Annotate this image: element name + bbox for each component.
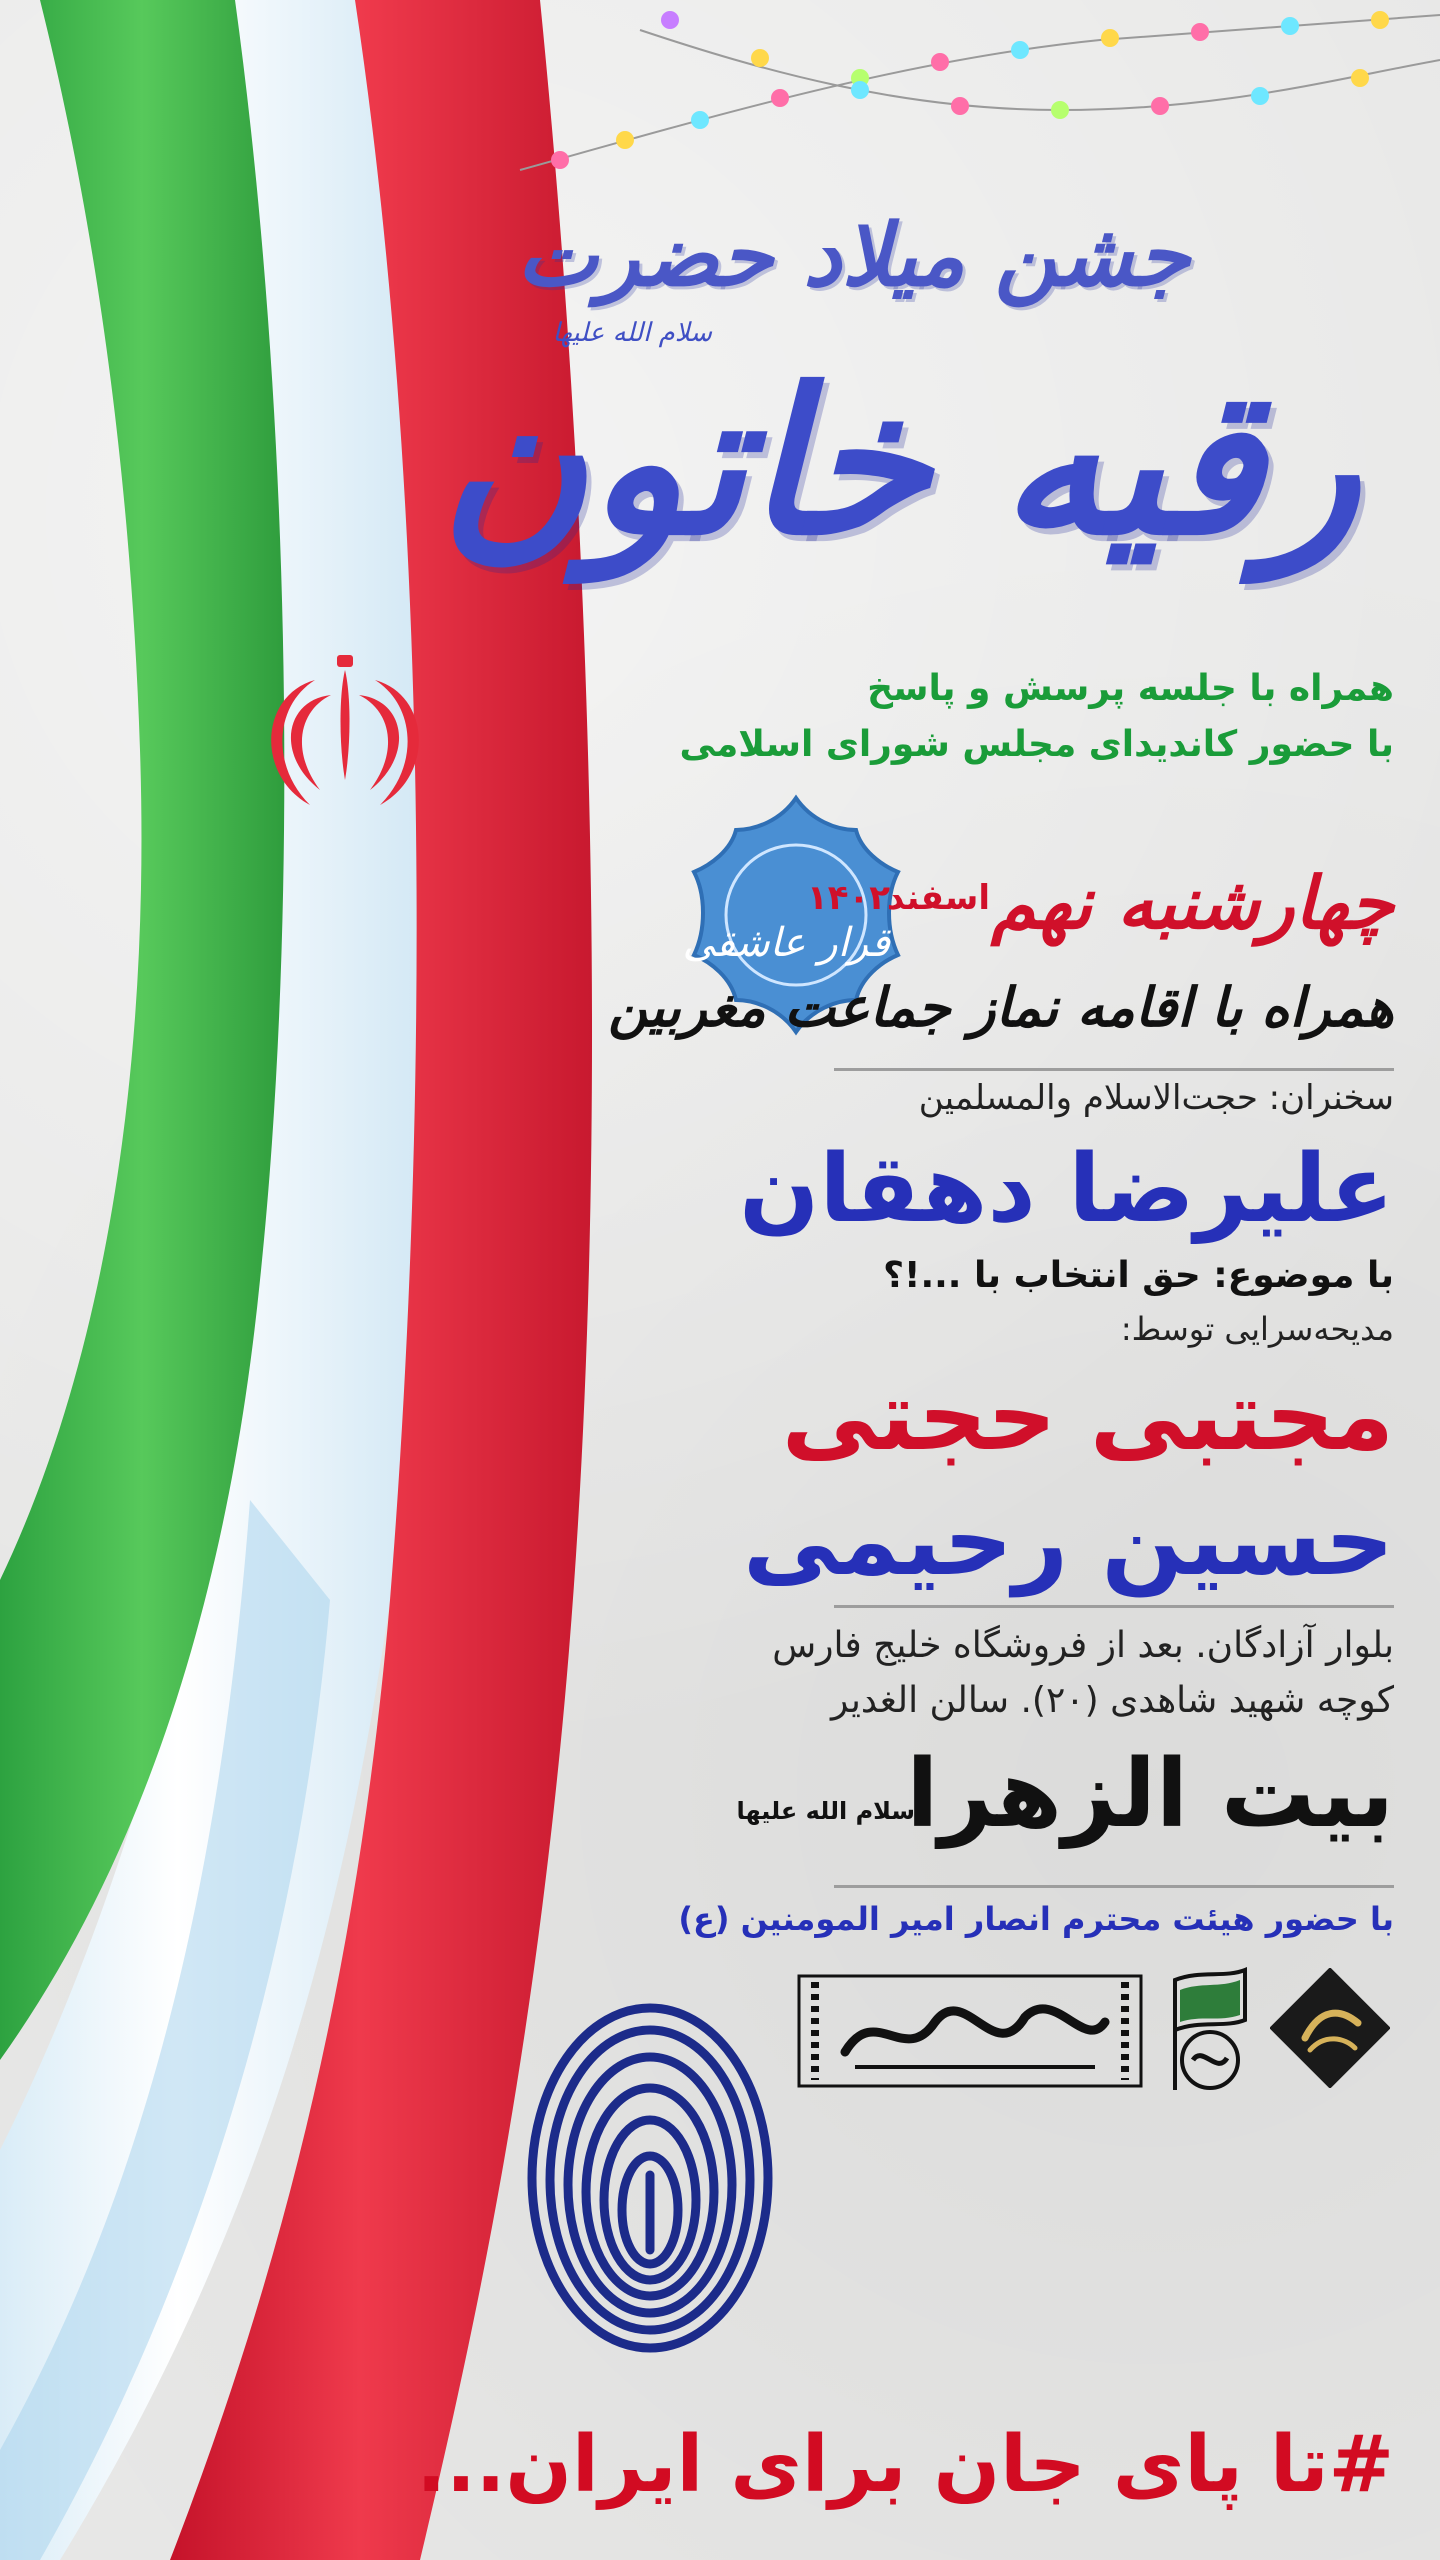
speaker-name: علیرضا دهقان	[739, 1135, 1394, 1244]
hosting-note: با حضور هیئت محترم انصار امیر المومنین (ع)	[678, 1900, 1394, 1938]
eulogy-label: مدیحه‌سرایی توسط:	[1120, 1310, 1394, 1348]
address-line2: کوچه شهید شاهدی (۲۰). سالن الغدیر	[830, 1680, 1394, 1721]
title-name: رقیه خاتون	[440, 345, 1360, 580]
speaker-label: سخنران: حجت‌الاسلام والمسلمین	[918, 1078, 1394, 1118]
address-line1: بلوار آزادگان. بعد از فروشگاه خلیج فارس	[772, 1625, 1394, 1666]
divider	[834, 1885, 1394, 1888]
raye-zahra-emblem-icon	[1155, 1960, 1265, 2100]
badge-label: قرار عاشقی	[682, 920, 890, 966]
subtitle-line1: همراه با جلسه پرسش و پاسخ	[867, 668, 1394, 709]
venue-name: بیت الزهرا	[906, 1740, 1394, 1849]
eulogist-name-1: مجتبی حجتی	[781, 1360, 1394, 1472]
title-line1: جشن میلاد حضرت	[516, 205, 1190, 306]
divider	[834, 1068, 1394, 1071]
slogan: #تا پای جان برای ایران...	[416, 2420, 1394, 2510]
jam-e-ammar-logo-icon	[1270, 1968, 1390, 2088]
date-day: چهارشنبه نهم	[991, 860, 1394, 945]
eulogist-name-2: حسین رحیمی	[743, 1485, 1394, 1597]
title-honorific: سلام الله علیها	[552, 318, 712, 348]
date-month: اسفند	[886, 878, 990, 918]
fingerprint-icon	[525, 2000, 775, 2355]
speaker-topic: با موضوع: حق انتخاب با ...!؟	[883, 1255, 1394, 1296]
date-year: ۱۴۰۲	[806, 878, 890, 918]
prayer-note: همراه با اقامه نماز جماعت مغربین	[608, 975, 1394, 1039]
divider	[834, 1605, 1394, 1608]
subtitle-line2: با حضور کاندیدای مجلس شورای اسلامی	[679, 724, 1394, 765]
venue-honorific: سلام الله علیها	[736, 1797, 915, 1825]
string-lights-icon	[0, 0, 1440, 220]
heyat-raye-zahra-calligraphy-icon	[795, 1972, 1145, 2090]
